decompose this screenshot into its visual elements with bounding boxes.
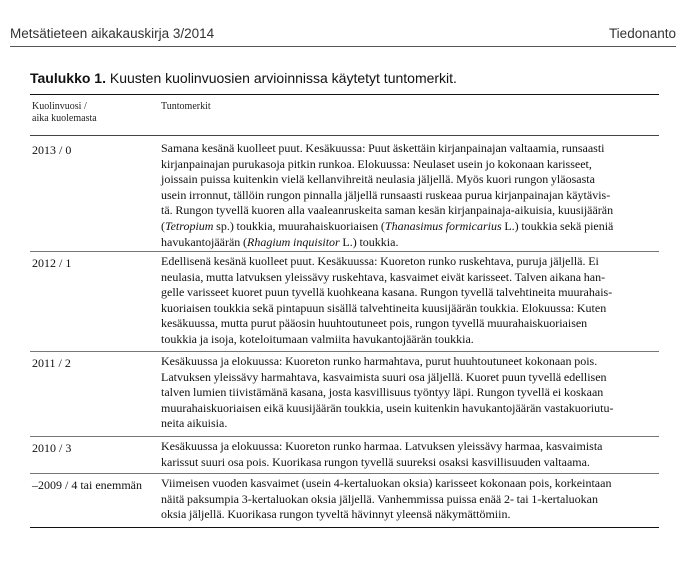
description-line: muurahaiskuoriaisen eikä kuusijäärän toukkia, usein kuitenkin havukantojäärän vastakuoriutu- [161, 400, 614, 415]
description-line: kirjanpainajan purukasoja pitkin runkoa. Elokuussa: Neulaset usein jo kokonaan karisseet, [161, 156, 592, 171]
row-divider [30, 351, 659, 352]
description-line: usein irronnut, tällöin rungon pinnalla jäljellä runsaasti ruskeaa purua kirjanpainajan käytävis- [161, 187, 611, 202]
column-header-year [32, 101, 97, 125]
description-line: (Tetropium sp.) toukkia, muurahaiskuoriaisen (Thanasimus formicarius L.) toukkia sekä pieniä [161, 218, 614, 233]
running-head [10, 26, 676, 41]
row-description [161, 476, 661, 523]
description-line: Kesäkuussa ja elokuussa: Kuoreton runko harmaa. Latvuksen yleissävy harmaa, kasvaimista [161, 439, 603, 453]
description-line: Viimeisen vuoden kasvaimet (usein 4-kertaluokan oksia) karisseet kokonaan pois, korkeintaan [161, 476, 612, 490]
journal-title: Metsätieteen aikakauskirja 3/2014 [10, 26, 215, 41]
section-label: Tiedonanto [608, 26, 676, 41]
description-line: joissain puissa kuitenkin vielä kellanvihreitä neulasia jäljellä. Myös kuori rungon yläosasta [161, 172, 595, 187]
description-line: Edellisenä kesänä kuolleet puut. Kesäkuussa: Kuoreton runko ruskehtava, puruja jäljellä. Ei [161, 254, 599, 268]
column-header-year-line1: Kuolinvuosi / [32, 101, 87, 112]
description-line: havukantojäärän (Rhagium inquisitor L.) toukkia. [161, 234, 399, 249]
description-line: Kesäkuussa ja elokuussa: Kuoreton runko harmahtava, purut huuhtoutuneet kokonaan pois. [161, 354, 598, 368]
table-caption-text: Kuusten kuolinvuosien arvioinnissa käytetyt tuntomerkit. [105, 70, 457, 86]
row-description [161, 354, 661, 432]
table-caption [30, 70, 656, 86]
row-year-label: 2012 / 1 [32, 256, 72, 270]
row-divider [30, 251, 659, 252]
row-year-label: 2010 / 3 [32, 441, 72, 455]
row-divider [30, 436, 659, 437]
description-line: näitä paksumpia 3-kertaluokan oksia jäljellä. Vanhemmissa puissa enää 2- tai 1-kertaluokan [161, 491, 598, 506]
row-year-label: –2009 / 4 tai enemmän [32, 478, 142, 492]
description-line: neita aikuisia. [161, 416, 228, 431]
description-line: kesäkuussa, mutta purut pääosin huuhtoutuneet pois, rungon tyvellä muurahaiskuoriaisen [161, 316, 588, 331]
description-line: karissut suuri osa pois. Kuorikasa rungon tyvellä suureksi osaksi kasvillisuuden valtaama. [161, 454, 590, 469]
description-line: talven lumien tiivistämänä kasana, josta kasvillisuus työntyy läpi. Rungon tyvellä ei koskaan [161, 385, 604, 400]
species-name: Thanasimus formicarius [384, 218, 502, 233]
description-line: Samana kesänä kuolleet puut. Kesäkuussa: Puut äskettäin kirjanpainajan valtaamia, runsaasti [161, 141, 605, 155]
row-description [161, 254, 661, 348]
row-year-label: 2011 / 2 [32, 356, 71, 370]
header-bottom-rule [30, 135, 659, 136]
row-description [161, 439, 661, 470]
column-header-features: Tuntomerkit [161, 101, 211, 112]
description-line: tä. Rungon tyvellä kuoren alla vaaleanruskeita saman kesän kirjanpainaja-aikuisia, kuusijäärän [161, 203, 614, 218]
description-line: toukkia ja isoja, koteloitumaan valmiita havukantojäärän toukkia. [161, 331, 474, 346]
species-name: Tetropium [165, 218, 214, 233]
row-year-label: 2013 / 0 [32, 143, 72, 157]
row-description [161, 141, 661, 250]
description-line: neulasia, mutta latvuksen yleissävy ruskehtava, kasvaimet eivät karisseet. Talven aikana han- [161, 269, 606, 284]
description-line: kuoriaisen toukkia sekä pintapuun sisällä talvehtineita kuusijäärän toukkia. Elokuussa: Kuten [161, 300, 607, 315]
description-line: gelle varisseet kuoret puun tyvellä kuohkeana kasana. Rungon tyvellä talvehtineita muurahais- [161, 285, 613, 300]
table-number: Taulukko 1. [30, 70, 106, 86]
description-line: oksia jäljellä. Kuorikasa rungon tyveltä hävinnyt yleensä näkymättömiin. [161, 507, 511, 522]
species-name: Rhagium inquisitor [247, 234, 340, 249]
table-top-rule [30, 94, 659, 95]
column-header-year-line2: aika kuolemasta [32, 113, 97, 124]
table-bottom-rule [30, 527, 659, 528]
description-line: Latvuksen yleissävy harmahtava, kasvaimista suuri osa jäljellä. Kuoret puun tyvellä edellisen [161, 369, 607, 384]
header-rule [10, 46, 676, 47]
row-divider [30, 473, 659, 474]
